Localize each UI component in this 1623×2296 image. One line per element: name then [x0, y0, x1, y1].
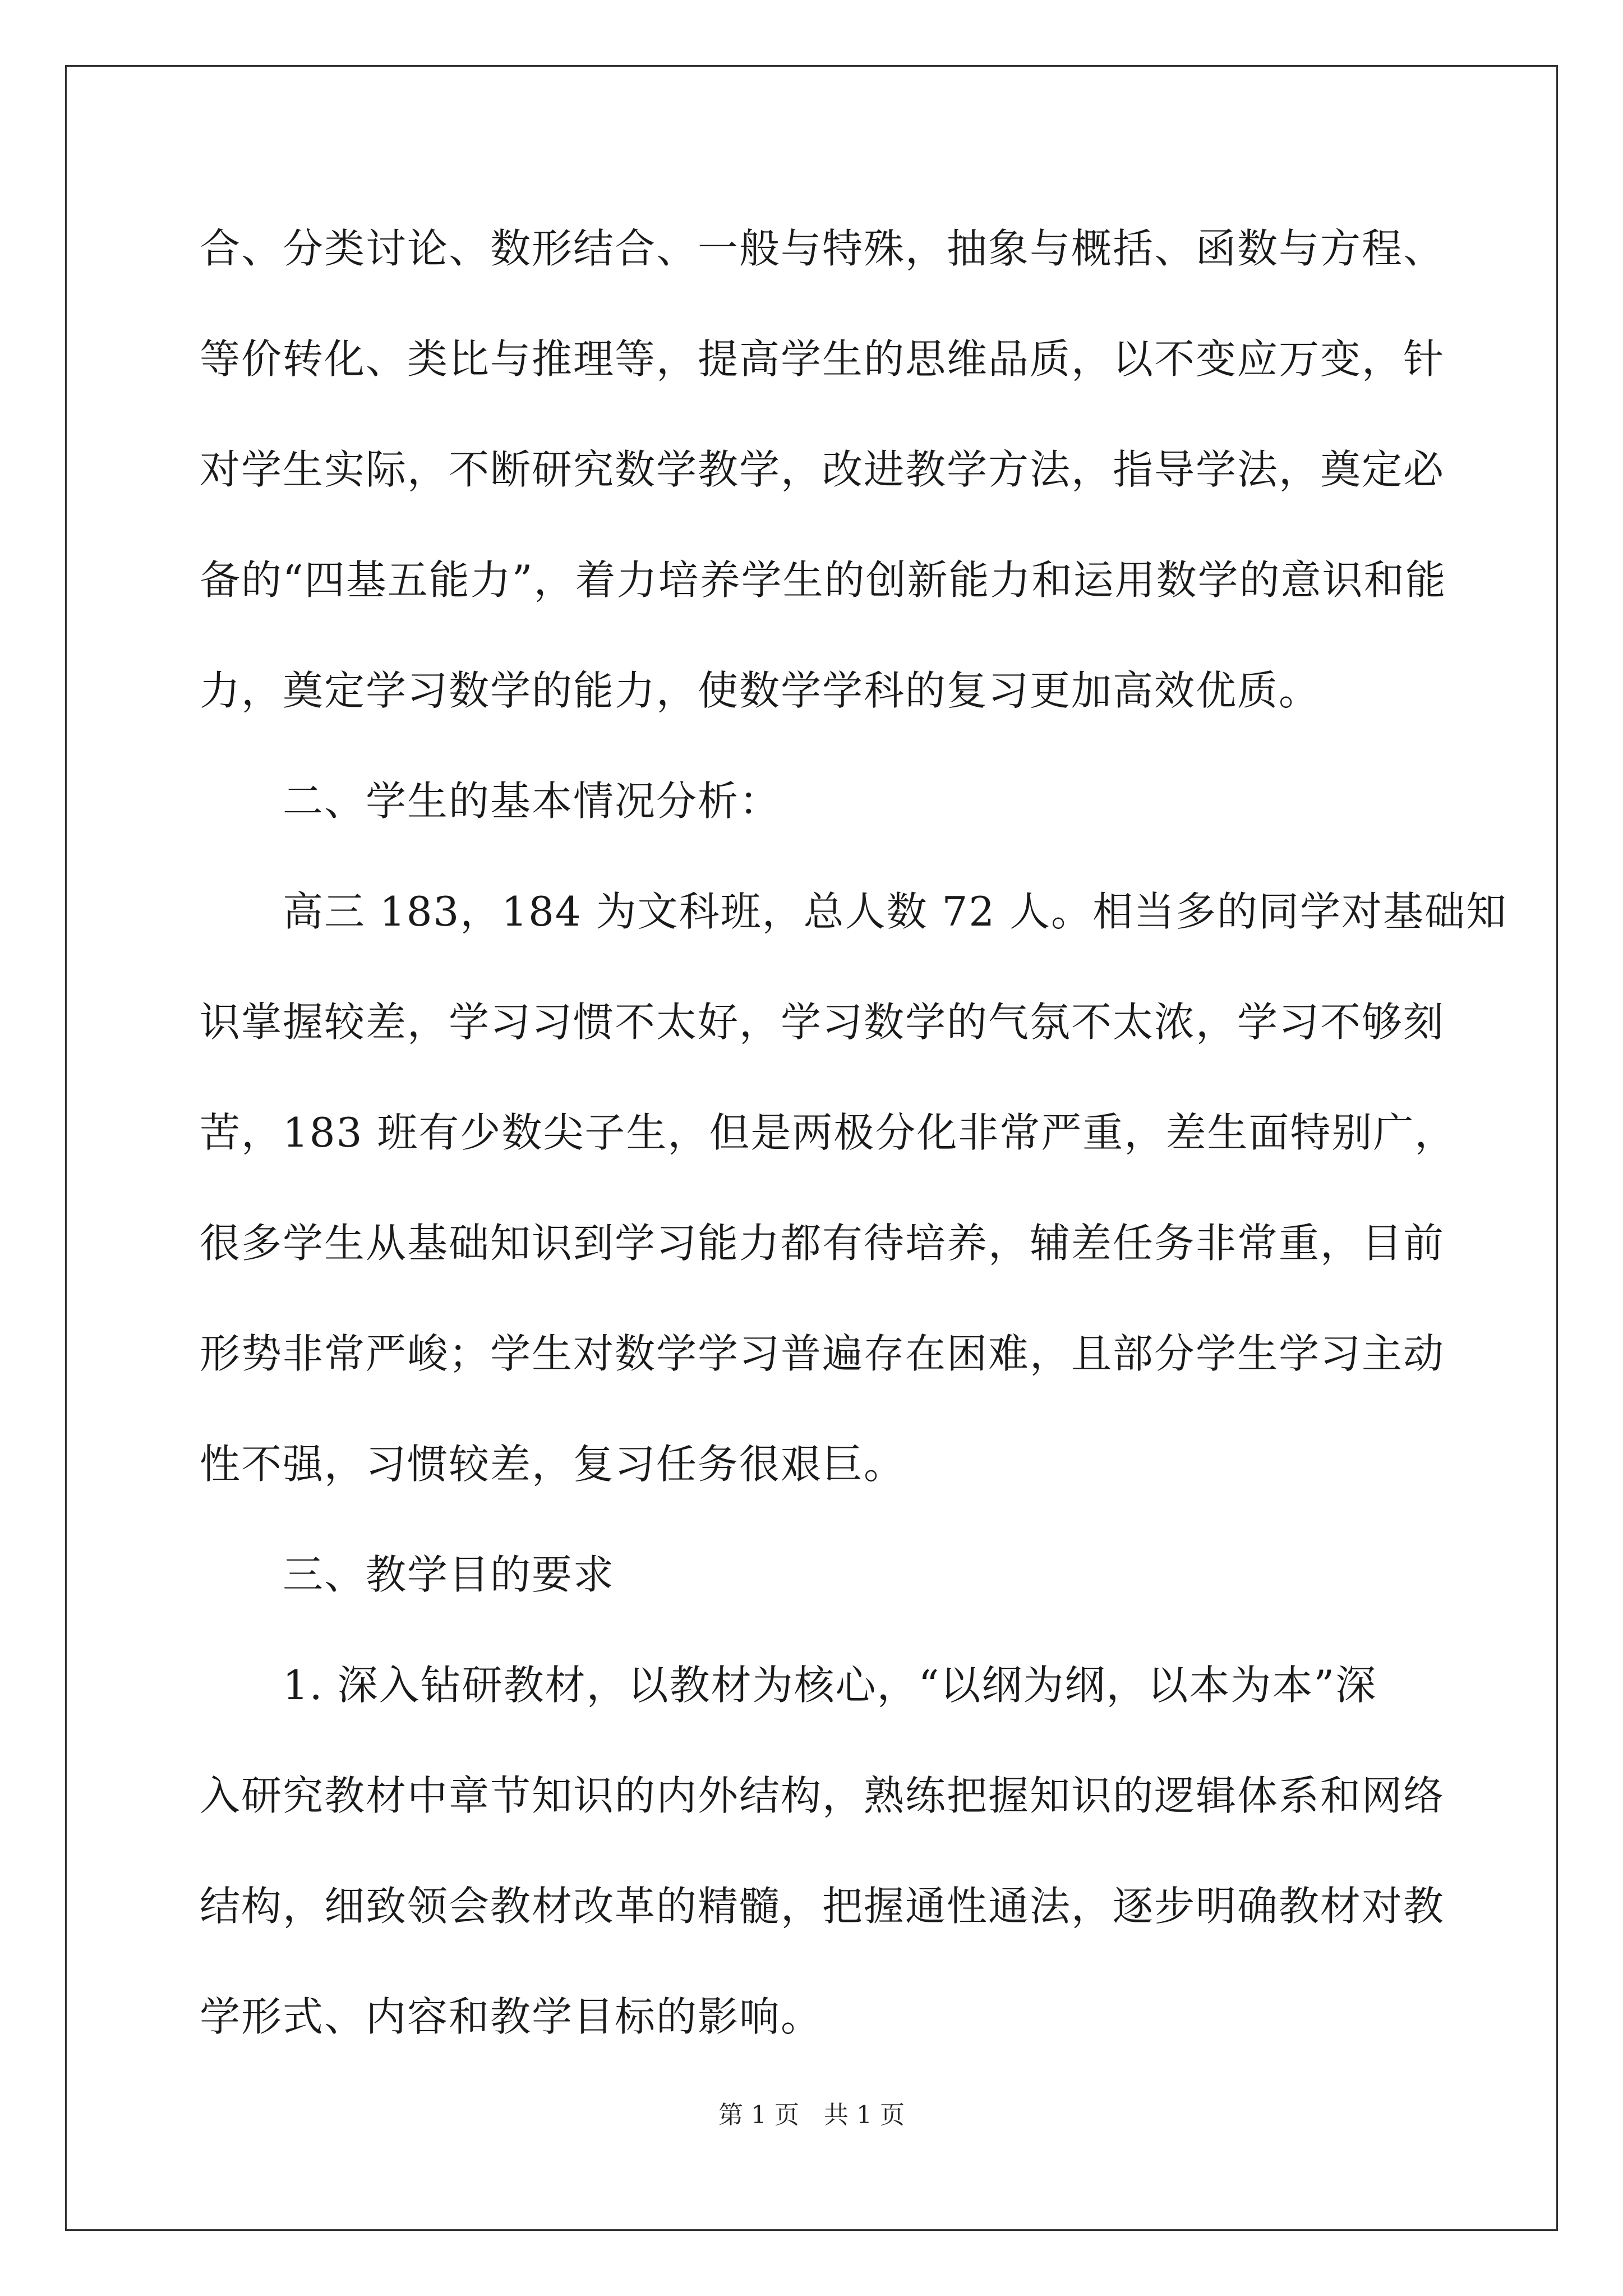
section-heading: 三、教学目的要求 [283, 1551, 615, 1598]
text-line: 对学生实际，不断研究数学教学，改进教学方法，指导学法，奠定必 [200, 446, 1445, 493]
text-line: 入研究教材中章节知识的内外结构，熟练把握知识的逻辑体系和网络 [200, 1772, 1445, 1819]
text-line: 备的“四基五能力”，着力培养学生的创新能力和运用数学的意识和能 [200, 556, 1447, 604]
text-line: 合、分类讨论、数形结合、一般与特殊，抽象与概括、函数与方程、 [200, 225, 1445, 272]
text-line: 力，奠定学习数学的能力，使数学学科的复习更加高效优质。 [200, 667, 1321, 714]
text-line: 高三 183，184 为文科班，总人数 72 人。相当多的同学对基础知 [283, 888, 1508, 935]
document-body [200, 194, 1508, 2072]
text-line: 结构，细致领会教材改革的精髓，把握通性通法，逐步明确教材对教 [200, 1883, 1445, 1930]
list-item: 1. 深入钻研教材，以教材为核心，“以纲为纲，以本为本”深 [283, 1662, 1377, 1709]
text-line: 学形式、内容和教学目标的影响。 [200, 1993, 823, 2040]
text-line: 很多学生从基础知识到学习能力都有待培养，辅差任务非常重，目前 [200, 1220, 1445, 1267]
text-line: 苦，183 班有少数尖子生，但是两极分化非常严重，差生面特别广， [200, 1109, 1456, 1156]
section-heading: 二、学生的基本情况分析： [283, 777, 781, 825]
text-line: 形势非常严峻；学生对数学学习普遍存在困难，且部分学生学习主动 [200, 1330, 1445, 1377]
text-line: 性不强，习惯较差，复习任务很艰巨。 [200, 1441, 906, 1488]
page-footer: 第 1 页 共 1 页 [718, 2101, 905, 2129]
text-line: 等价转化、类比与推理等，提高学生的思维品质，以不变应万变，针 [200, 335, 1445, 383]
text-line: 识掌握较差，学习习惯不太好，学习数学的气氛不太浓，学习不够刻 [200, 999, 1445, 1046]
